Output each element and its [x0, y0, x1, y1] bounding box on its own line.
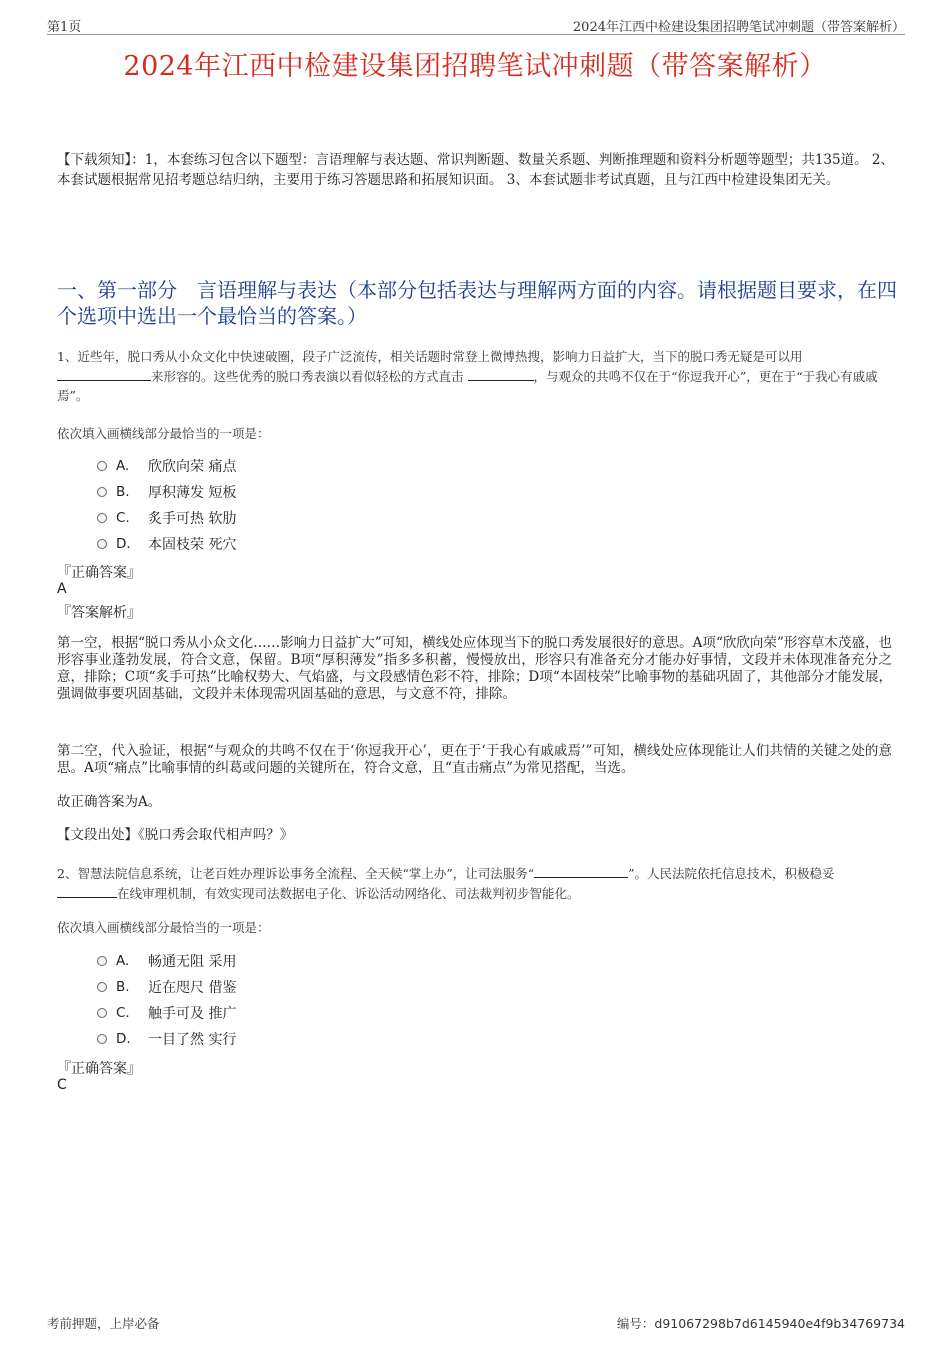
- option-b[interactable]: [97, 974, 236, 1000]
- radio-button-icon[interactable]: [97, 1034, 107, 1044]
- option-letter: D.: [116, 536, 131, 552]
- correct-answer-label: 『正确答案』: [57, 565, 141, 581]
- question-2-options: [97, 948, 236, 1052]
- option-text: 触手可及 推广: [148, 1006, 237, 1022]
- analysis-paragraph-2: 第二空，代入验证，根据“与观众的共鸣不仅在于‘你逗我开心’，更在于‘于我心有戚戚焉’”可知，横线处应体现能让人们共情的关键之处的意思。A项“痛点”比喻事情的纠葛或问题的关键所在，符合文意，且“直击痛点”为常见搭配，当选。: [57, 743, 892, 776]
- blank-line: [534, 863, 628, 878]
- option-c[interactable]: [97, 1000, 236, 1026]
- option-letter: C.: [116, 510, 130, 526]
- option-b[interactable]: [97, 479, 236, 505]
- document-title: 2024年江西中检建设集团招聘笔试冲刺题（带答案解析）: [123, 51, 827, 82]
- page-header: [47, 14, 905, 35]
- option-letter: B.: [116, 484, 130, 500]
- option-a[interactable]: [97, 453, 236, 479]
- correct-answer: A: [57, 581, 67, 597]
- footer-code-value: d91067298b7d6145940e4f9b34769734: [654, 1316, 905, 1331]
- analysis-conclusion: 故正确答案为A。: [57, 794, 162, 810]
- download-notice: 【下载须知】：1，本套练习包含以下题型：言语理解与表达题、常识判断题、数量关系题、判断推理题和资料分析题等题型；共135道。 2、本套试题根据常见招考题总结归纳，主要用于练习答题思路和拓展知识面。 3、本套试题非考试真题，且与江西中检建设集团无关。: [57, 152, 894, 188]
- radio-button-icon[interactable]: [97, 487, 107, 497]
- passage-source: 【文段出处】《脱口秀会取代相声吗？》: [57, 827, 294, 843]
- question-2-text: [57, 863, 902, 903]
- question-1-text-part-b: 来形容的。这些优秀的脱口秀表演以看似轻松的方式直击: [151, 369, 464, 384]
- blank-line: [468, 366, 534, 381]
- correct-answer: C: [57, 1077, 67, 1093]
- analysis-paragraph-1: 第一空，根据“脱口秀从小众文化……影响力日益扩大”可知，横线处应体现当下的脱口秀发展很好的意思。A项“欣欣向荣”形容草木茂盛，也形容事业蓬勃发展，符合文意，保留。B项“厚积薄发”指多多积蓄，慢慢放出，形容只有准备充分才能办好事情，文段并未体现准备充分之意，排除；C项“炙手可热”比喻权势大、气焰盛，与文段感情色彩不符，排除；D项“本固枝荣”比喻事物的基础巩固了，其他部分才能发展，强调做事要巩固基础，文段并未体现需巩固基础的意思，与文意不符，排除。: [57, 635, 892, 702]
- option-text: 欣欣向荣 痛点: [148, 459, 237, 475]
- correct-answer-label: 『正确答案』: [57, 1061, 141, 1077]
- page-number: 第1页: [47, 20, 82, 35]
- radio-button-icon[interactable]: [97, 513, 107, 523]
- option-d[interactable]: [97, 531, 236, 557]
- option-text: 炙手可热 软肋: [148, 511, 237, 527]
- option-letter: D.: [116, 1031, 131, 1047]
- header-doc-title: 2024年江西中检建设集团招聘笔试冲刺题（带答案解析）: [572, 20, 905, 35]
- question-1-text-part-c: ，与观众的共鸣不仅在于“你逗我开心”，更在于“于我心有戚戚焉”。: [57, 369, 878, 403]
- option-text: 一目了然 实行: [148, 1032, 237, 1048]
- option-text: 本固枝荣 死穴: [148, 537, 237, 553]
- footer-code: [617, 1314, 905, 1332]
- radio-button-icon[interactable]: [97, 982, 107, 992]
- footer-code-label: 编号：: [616, 1316, 655, 1331]
- option-c[interactable]: [97, 505, 236, 531]
- option-text: 畅通无阻 采用: [148, 954, 237, 970]
- question-2-text-part-b: ”。人民法院依托信息技术，积极稳妥: [628, 866, 835, 881]
- option-text: 近在咫尺 借鉴: [148, 980, 237, 996]
- radio-button-icon[interactable]: [97, 1008, 107, 1018]
- question-2-prompt: 依次填入画横线部分最恰当的一项是：: [57, 920, 270, 935]
- option-text: 厚积薄发 短板: [148, 485, 237, 501]
- option-a[interactable]: [97, 948, 236, 974]
- blank-line: [57, 883, 117, 898]
- analysis-label: 『答案解析』: [57, 605, 141, 621]
- radio-button-icon[interactable]: [97, 461, 107, 471]
- radio-button-icon[interactable]: [97, 539, 107, 549]
- option-d[interactable]: [97, 1026, 236, 1052]
- question-2-text-part-a: 2、智慧法院信息系统，让老百姓办理诉讼事务全流程、全天候“掌上办”，让司法服务“: [57, 866, 535, 881]
- radio-button-icon[interactable]: [97, 956, 107, 966]
- footer-slogan: 考前押题，上岸必备: [47, 1316, 160, 1331]
- option-letter: C.: [116, 1005, 130, 1021]
- question-1-text-part-a: 1、近些年，脱口秀从小众文化中快速破圈，段子广泛流传，相关话题时常登上微博热搜，影响力日益扩大，当下的脱口秀无疑是可以用: [57, 349, 803, 364]
- option-letter: A.: [116, 458, 130, 474]
- blank-line: [57, 366, 151, 381]
- question-1-text: [57, 347, 902, 405]
- question-2-text-part-c: 在线审理机制，有效实现司法数据电子化、诉讼活动网络化、司法裁判初步智能化。: [117, 886, 580, 901]
- section-title: 一、第一部分 言语理解与表达（本部分包括表达与理解两方面的内容。请根据题目要求，在四个选项中选出一个最恰当的答案。）: [57, 278, 897, 328]
- page-footer: [47, 1310, 905, 1330]
- option-letter: A.: [116, 953, 130, 969]
- option-letter: B.: [116, 979, 130, 995]
- question-1-options: [97, 453, 236, 557]
- question-1-prompt: 依次填入画横线部分最恰当的一项是：: [57, 426, 270, 441]
